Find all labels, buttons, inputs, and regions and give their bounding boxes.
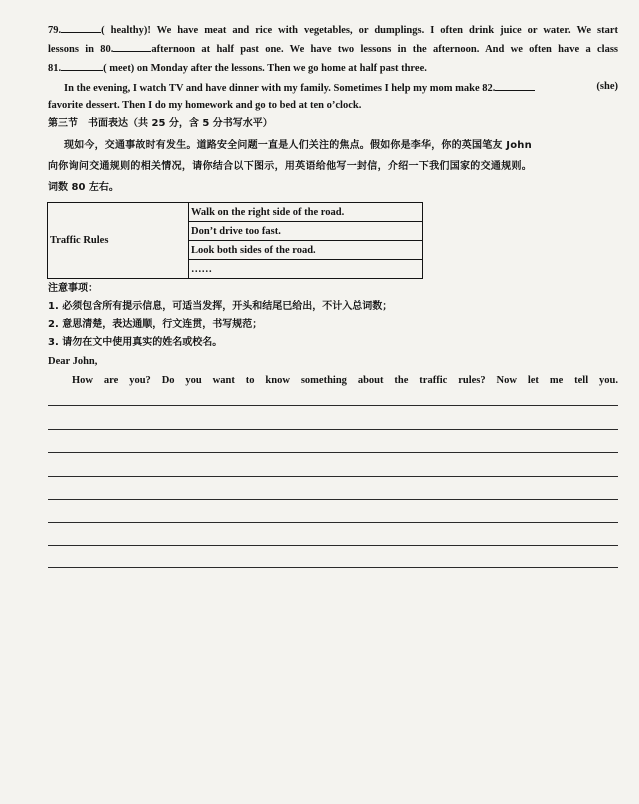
writing-line[interactable] bbox=[48, 522, 618, 523]
passage-line-4 bbox=[64, 80, 618, 96]
passage-text: afternoon at half past one. We have two lessons in the afternoon. And we often have a class bbox=[151, 44, 618, 55]
rule-row-1: Walk on the right side of the road. bbox=[189, 203, 423, 222]
rule-row-3: Look both sides of the road. bbox=[189, 241, 423, 260]
passage-line-2 bbox=[48, 41, 618, 57]
writing-line[interactable] bbox=[48, 567, 618, 568]
passage-text: In the evening, I watch TV and have dinner with my family. Sometimes I help my mom make 82. bbox=[64, 83, 496, 94]
section-heading: 第三节 书面表达（共 25 分，含 5 分书写水平） bbox=[48, 118, 273, 129]
prompt-line-3: 词数 80 左右。 bbox=[48, 182, 119, 193]
traffic-rules-table bbox=[47, 202, 423, 279]
answer-blank-79[interactable] bbox=[61, 22, 101, 33]
passage-text: favorite dessert. Then I do my homework and go to bed at ten o’clock. bbox=[48, 100, 362, 111]
traffic-rules-label: Traffic Rules bbox=[48, 203, 189, 279]
writing-line[interactable] bbox=[48, 545, 618, 546]
writing-line[interactable] bbox=[48, 405, 618, 406]
writing-line[interactable] bbox=[48, 499, 618, 500]
answer-blank-80[interactable] bbox=[113, 41, 151, 52]
passage-text: lessons in 80. bbox=[48, 44, 114, 55]
answer-blank-82[interactable] bbox=[495, 80, 535, 91]
note-item-2: 2. 意思清楚，表达通顺，行文连贯，书写规范； bbox=[48, 319, 263, 330]
passage-text: ( healthy)! We have meat and rice with vegetables, or dumplings. I often drink juice or water. We start bbox=[101, 25, 618, 36]
writing-line[interactable] bbox=[48, 429, 618, 430]
writing-line[interactable] bbox=[48, 452, 618, 453]
notes-title: 注意事项： bbox=[48, 283, 98, 294]
rule-row-2: Don’t drive too fast. bbox=[189, 222, 423, 241]
passage-line-3 bbox=[48, 60, 618, 76]
letter-opening: How are you? Do you want to know something about the traffic rules? Now let me tell you. bbox=[72, 375, 618, 386]
letter-greeting: Dear John, bbox=[48, 356, 98, 367]
question-81-number: 81. bbox=[48, 63, 62, 74]
note-item-3: 3. 请勿在文中使用真实的姓名或校名。 bbox=[48, 337, 223, 348]
prompt-line-1: 现如今，交通事故时有发生。道路安全问题一直是人们关注的焦点。假如你是李华，你的英国笔友 John bbox=[64, 140, 532, 151]
question-79-number: 79. bbox=[48, 25, 62, 36]
passage-line-1 bbox=[48, 22, 618, 38]
note-item-1: 1. 必须包含所有提示信息，可适当发挥，开头和结尾已给出，不计入总词数； bbox=[48, 301, 393, 312]
passage-line-5 bbox=[48, 99, 618, 113]
question-82-hint: (she) bbox=[596, 81, 618, 92]
passage-text: ( meet) on Monday after the lessons. Then we go home at half past three. bbox=[103, 63, 427, 74]
rule-row-4: …… bbox=[189, 260, 423, 279]
prompt-line-2: 向你询问交通规则的相关情况，请你结合以下图示，用英语给他写一封信，介绍一下我们国家的交通规则。 bbox=[48, 161, 533, 172]
writing-line[interactable] bbox=[48, 476, 618, 477]
answer-blank-81[interactable] bbox=[61, 60, 103, 71]
